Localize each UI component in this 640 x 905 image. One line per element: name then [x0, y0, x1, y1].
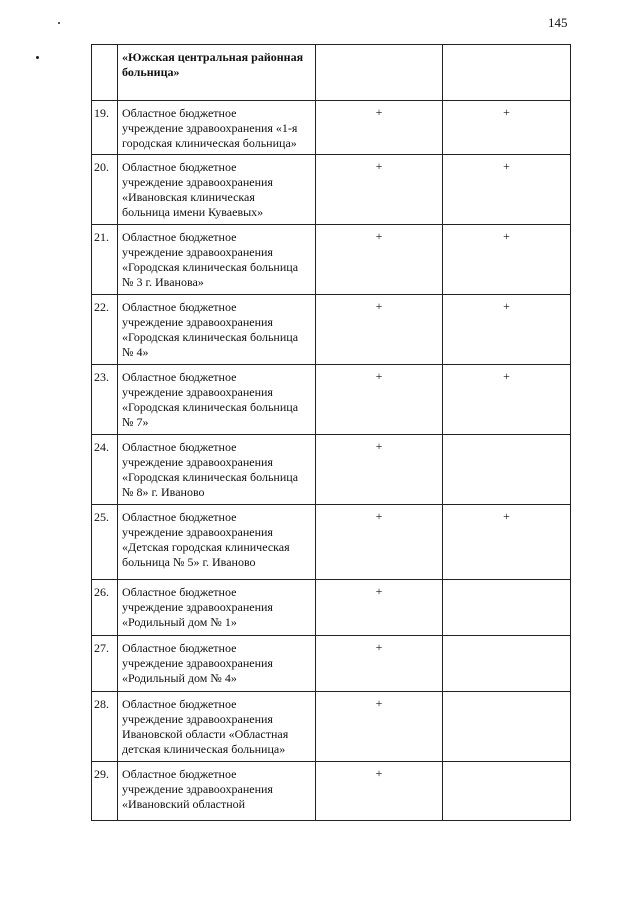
mark-col-b — [443, 762, 571, 821]
institution-name — [118, 155, 316, 225]
institution-name — [118, 295, 316, 365]
institution-name-line: «Городская клиническая больница — [122, 400, 299, 414]
mark-col-a: + — [316, 365, 443, 435]
institution-name-line: учреждение здравоохранения «1-я — [122, 121, 298, 135]
row-number: 20. — [92, 155, 118, 225]
mark-col-b — [443, 45, 571, 101]
institution-name-line: Областное бюджетное — [122, 641, 237, 655]
table-row — [92, 762, 571, 821]
mark-col-b: + — [443, 365, 571, 435]
institution-name-line: № 7» — [122, 415, 149, 429]
mark-col-a: + — [316, 435, 443, 505]
institution-name-line: учреждение здравоохранения — [122, 455, 273, 469]
table-row — [92, 295, 571, 365]
row-number: 25. — [92, 505, 118, 580]
page-number: 145 — [548, 15, 568, 30]
mark-col-a: + — [316, 225, 443, 295]
institution-name — [118, 225, 316, 295]
mark-col-b: + — [443, 225, 571, 295]
row-number: 22. — [92, 295, 118, 365]
mark-col-a: + — [316, 636, 443, 692]
institution-name-line: Областное бюджетное — [122, 767, 237, 781]
institution-name-line: «Городская клиническая больница — [122, 330, 299, 344]
institution-name-line: № 3 г. Иванова» — [122, 275, 204, 289]
institution-name — [118, 365, 316, 435]
mark-col-b — [443, 692, 571, 762]
table-row — [92, 636, 571, 692]
row-number: 23. — [92, 365, 118, 435]
institution-name-line: учреждение здравоохранения — [122, 712, 273, 726]
mark-col-a: + — [316, 155, 443, 225]
mark-col-b: + — [443, 155, 571, 225]
mark-col-b — [443, 636, 571, 692]
table-row — [92, 225, 571, 295]
institution-name-line: Ивановской области «Областная — [122, 727, 289, 741]
row-number: 19. — [92, 101, 118, 155]
institution-name-line: детская клиническая больница» — [122, 742, 286, 756]
table-row — [92, 692, 571, 762]
institution-name-line: учреждение здравоохранения — [122, 175, 273, 189]
scan-speck — [36, 56, 39, 59]
institution-name-line: учреждение здравоохранения — [122, 600, 273, 614]
mark-col-a: + — [316, 692, 443, 762]
institution-name-line: учреждение здравоохранения — [122, 385, 273, 399]
institution-name — [118, 435, 316, 505]
institution-name — [118, 101, 316, 155]
institution-name — [118, 692, 316, 762]
institution-name — [118, 45, 316, 101]
row-number: 28. — [92, 692, 118, 762]
institution-name-line: учреждение здравоохранения — [122, 315, 273, 329]
row-number: 27. — [92, 636, 118, 692]
institution-name-line: учреждение здравоохранения — [122, 525, 273, 539]
institution-name-line: больница имени Куваевых» — [122, 205, 264, 219]
institution-name-line: Областное бюджетное — [122, 510, 237, 524]
table-row — [92, 365, 571, 435]
mark-col-a: + — [316, 505, 443, 580]
row-number: 21. — [92, 225, 118, 295]
table-row — [92, 45, 571, 101]
row-number: 26. — [92, 580, 118, 636]
institution-name — [118, 505, 316, 580]
institution-name-line: учреждение здравоохранения — [122, 656, 273, 670]
table-row — [92, 101, 571, 155]
mark-col-b: + — [443, 505, 571, 580]
mark-col-b — [443, 580, 571, 636]
mark-col-a: + — [316, 762, 443, 821]
institution-name-line: учреждение здравоохранения — [122, 245, 273, 259]
institution-name-line: «Городская клиническая больница — [122, 260, 299, 274]
institution-name-line: «Родильный дом № 4» — [122, 671, 237, 685]
table-row — [92, 435, 571, 505]
mark-col-b: + — [443, 295, 571, 365]
institution-name-line: «Южская центральная районная — [122, 50, 304, 64]
row-number — [92, 45, 118, 101]
institution-name-line: № 8» г. Иваново — [122, 485, 205, 499]
institution-name — [118, 762, 316, 821]
institution-name-line: больница № 5» г. Иваново — [122, 555, 256, 569]
institution-name-line: Областное бюджетное — [122, 370, 237, 384]
mark-col-a: + — [316, 295, 443, 365]
mark-col-a: + — [316, 101, 443, 155]
scan-speck — [58, 22, 60, 24]
institution-name-line: Областное бюджетное — [122, 585, 237, 599]
institution-name-line: Областное бюджетное — [122, 440, 237, 454]
institution-name-line: «Детская городская клиническая — [122, 540, 290, 554]
table-row — [92, 505, 571, 580]
institution-name-line: «Родильный дом № 1» — [122, 615, 237, 629]
row-number: 29. — [92, 762, 118, 821]
institution-name-line: Областное бюджетное — [122, 697, 237, 711]
mark-col-a — [316, 45, 443, 101]
institution-name-line: Областное бюджетное — [122, 230, 237, 244]
institution-name-line: № 4» — [122, 345, 149, 359]
institution-name — [118, 636, 316, 692]
institution-name-line: Областное бюджетное — [122, 160, 237, 174]
institution-name-line: «Городская клиническая больница — [122, 470, 299, 484]
mark-col-b: + — [443, 101, 571, 155]
institutions-table — [91, 44, 571, 821]
institution-name-line: больница» — [122, 65, 180, 79]
institution-name — [118, 580, 316, 636]
institution-name-line: Областное бюджетное — [122, 300, 237, 314]
institution-name-line: «Ивановский областной — [122, 797, 246, 811]
table-row — [92, 580, 571, 636]
institution-name-line: учреждение здравоохранения — [122, 782, 273, 796]
table-row — [92, 155, 571, 225]
institution-name-line: Областное бюджетное — [122, 106, 237, 120]
institution-name-line: «Ивановская клиническая — [122, 190, 255, 204]
row-number: 24. — [92, 435, 118, 505]
mark-col-b — [443, 435, 571, 505]
institution-name-line: городская клиническая больница» — [122, 136, 297, 150]
mark-col-a: + — [316, 580, 443, 636]
